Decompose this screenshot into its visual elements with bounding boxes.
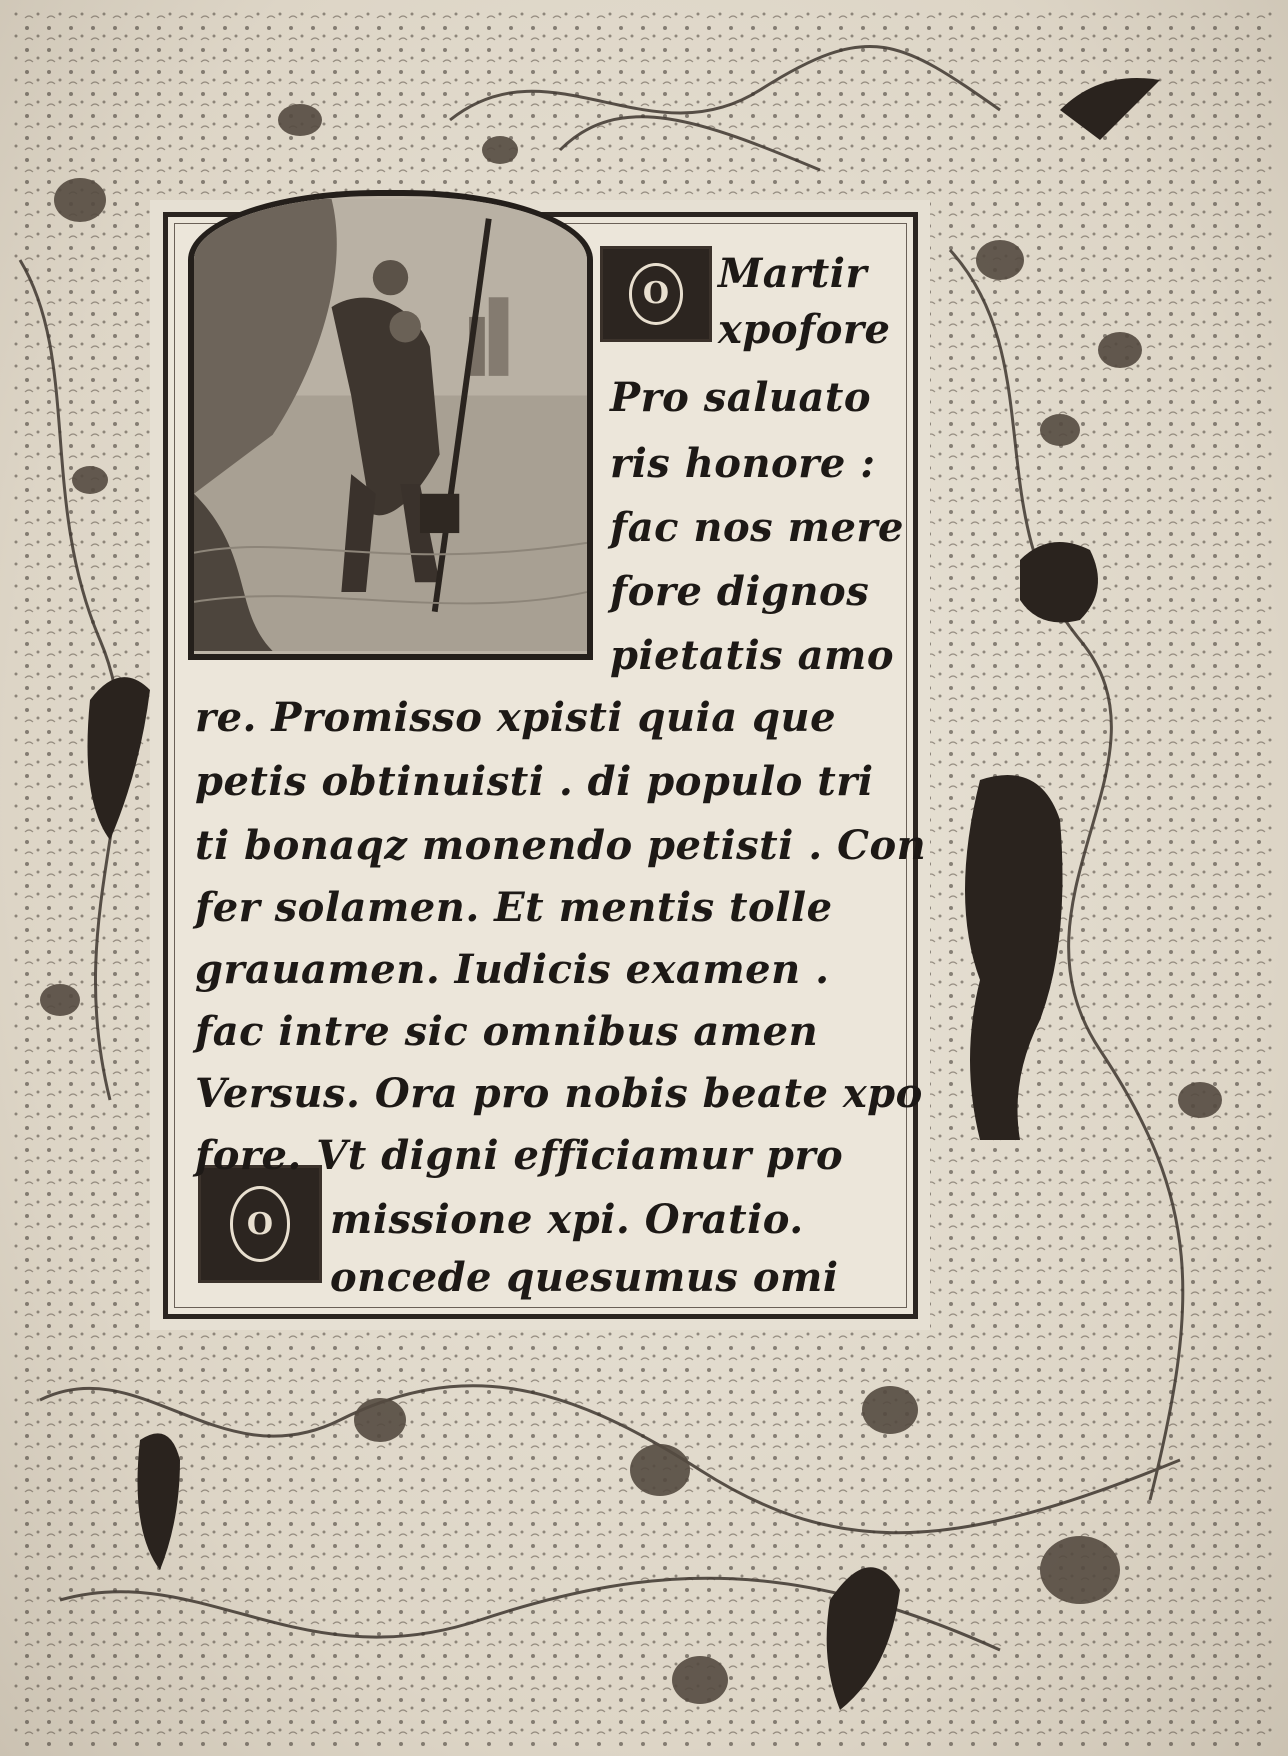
text-line: Versus. Ora pro nobis beate xpo (195, 1070, 923, 1117)
miniature-painting (194, 196, 587, 654)
text-line: petis obtinuisti . di populo tri (195, 758, 874, 805)
text-line: oncede quesumus omi (330, 1254, 839, 1301)
initial-letter: O (629, 263, 684, 325)
text-line: Martir (718, 250, 868, 297)
text-line: fore. Vt digni efficiamur pro (195, 1132, 844, 1179)
text-line: fer solamen. Et mentis tolle (195, 884, 833, 931)
text-line: pietatis amo (610, 632, 895, 679)
text-line: grauamen. Iudicis examen . (195, 946, 830, 993)
text-line: Pro saluato (610, 374, 872, 421)
initial-letter: O (230, 1186, 290, 1261)
saint-christopher-miniature (188, 190, 593, 660)
text-line: fore dignos (610, 568, 870, 615)
text-line: xpofore (718, 306, 891, 353)
text-line: fac intre sic omnibus amen (195, 1008, 819, 1055)
illuminated-initial-1 (600, 246, 712, 342)
text-line: ris honore : (610, 440, 876, 487)
text-line: missione xpi. Oratio. (330, 1196, 804, 1243)
text-line: ti bonaqz monendo petisti . Con (195, 822, 927, 869)
illuminated-initial-2 (198, 1165, 322, 1283)
text-line: re. Promisso xpisti quia que (195, 694, 837, 741)
text-line: fac nos mere (610, 504, 904, 551)
